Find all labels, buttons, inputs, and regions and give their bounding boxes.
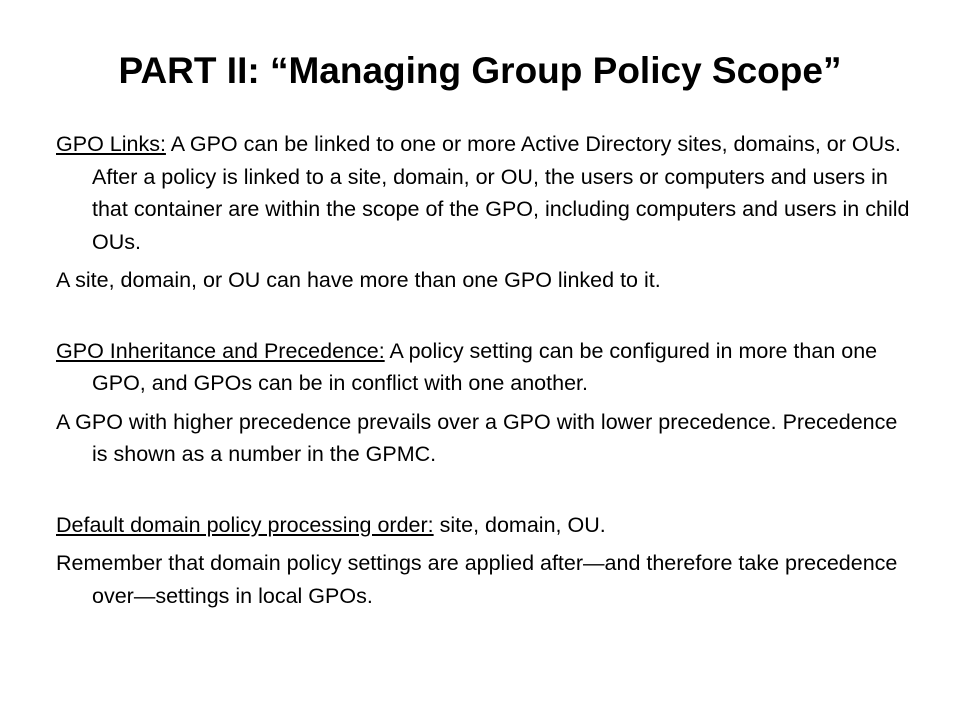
slide-title: PART II: “Managing Group Policy Scope” — [118, 50, 842, 91]
paragraph-processing-order — [56, 509, 916, 542]
paragraph-local-gpos — [56, 547, 916, 612]
heading-processing-order: Default domain policy processing order: — [56, 512, 434, 537]
heading-gpo-links: GPO Links: — [56, 132, 166, 156]
paragraph-gpo-links — [56, 128, 916, 258]
paragraph-multiple-gpos — [56, 264, 916, 297]
text-processing-order: site, domain, OU. — [433, 512, 606, 537]
slide-body — [56, 128, 916, 612]
text-local-gpos: Remember that domain policy settings are applied after—and therefore take precedence over—settings in local GPOs. — [56, 551, 898, 608]
text-gpo-links: A GPO can be linked to one or more Active Directory sites, domains, or OUs. After a policy is linked to a site, domain, or OU, the users or computers and users in that container are within the scope of the GPO, including computers and users in child OUs. — [92, 132, 910, 254]
text-precedence: A GPO with higher precedence prevails over a GPO with lower precedence. Precedence is shown as a number in the GPMC. — [56, 409, 898, 466]
paragraph-precedence — [56, 406, 916, 471]
paragraph-inheritance — [56, 335, 916, 400]
text-multiple-gpos: A site, domain, or OU can have more than one GPO linked to it. — [56, 268, 661, 292]
text-inheritance: A policy setting can be configured in more than one GPO, and GPOs can be in conflict with one another. — [92, 338, 878, 395]
heading-inheritance: GPO Inheritance and Precedence: — [56, 338, 385, 363]
